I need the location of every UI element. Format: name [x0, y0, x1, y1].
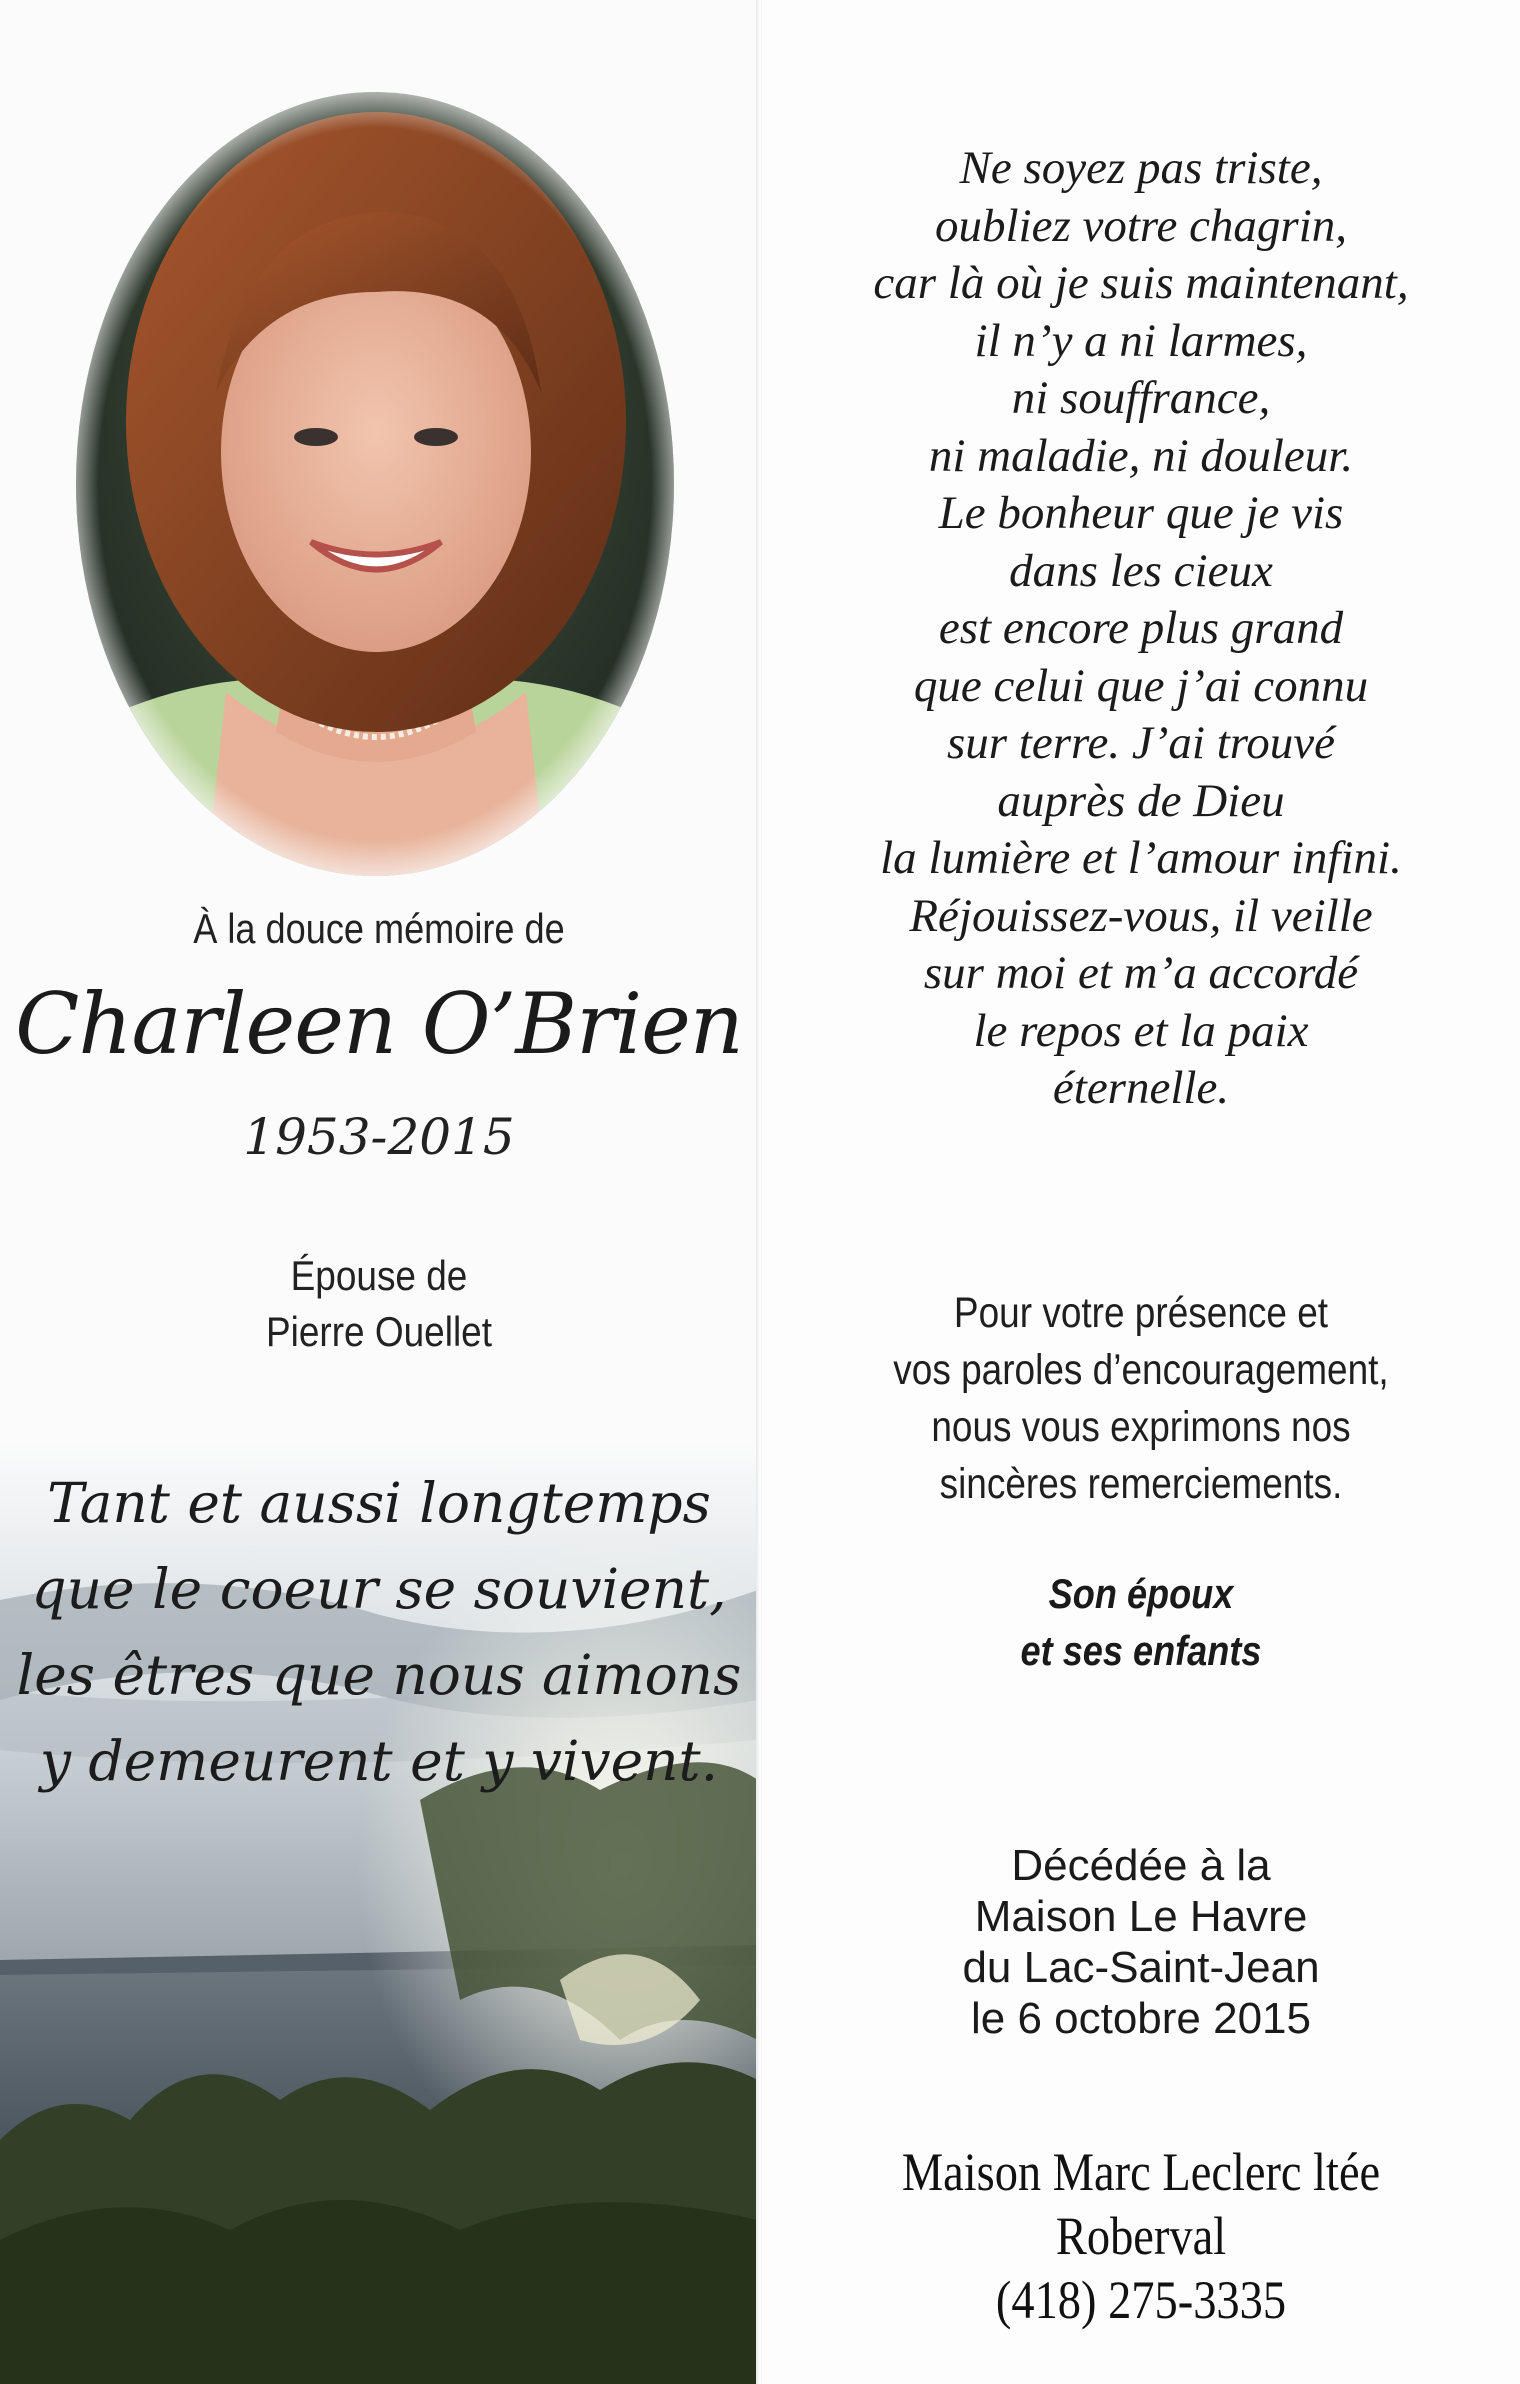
- spouse-info: [45, 1248, 712, 1360]
- poem-line: Ne soyez pas triste,: [959, 142, 1323, 194]
- thanks-message: [815, 1285, 1467, 1513]
- portrait-photo: [76, 92, 674, 876]
- thanks-line: vos paroles d’encouragement,: [893, 1346, 1389, 1394]
- memorial-quote: [0, 1460, 758, 1804]
- death-detail-line: Maison Le Havre: [974, 1892, 1308, 1941]
- family-signature: [815, 1565, 1467, 1679]
- quote-line: les êtres que nous aimons: [16, 1643, 742, 1707]
- signature-line: Son époux: [1048, 1570, 1234, 1617]
- funeral-home-name: Maison Marc Leclerc ltée: [901, 2142, 1381, 2202]
- poem-line: dans les cieux: [1009, 544, 1273, 597]
- funeral-home-phone: (418) 275-3335: [995, 2270, 1287, 2330]
- poem-line: Le bonheur que je vis: [938, 487, 1344, 539]
- death-detail-line: Décédée à la: [1011, 1841, 1271, 1890]
- deceased-name: Charleen O’Brien: [15, 975, 743, 1073]
- quote-line: que le coeur se souvient,: [31, 1557, 727, 1621]
- poem-line: Réjouissez-vous, il veille: [909, 889, 1373, 942]
- poem-line: car là où je suis maintenant,: [873, 257, 1409, 309]
- poem-line: sur moi et m’a accordé: [923, 947, 1359, 999]
- poem-line: éternelle.: [1052, 1062, 1230, 1114]
- thanks-line: nous vous exprimons nos: [931, 1403, 1351, 1451]
- poem-line: ni souffrance,: [1011, 372, 1271, 424]
- poem-line: ni maladie, ni douleur.: [928, 429, 1354, 482]
- memorial-card-front: [0, 0, 758, 2384]
- quote-line: y demeurent et y vivent.: [39, 1729, 719, 1793]
- poem-line: sur terre. J’ai trouvé: [946, 717, 1336, 769]
- memorial-poem: [762, 140, 1520, 1118]
- poem-line: la lumière et l’amour infini.: [880, 832, 1402, 884]
- quote-line: Tant et aussi longtemps: [47, 1471, 711, 1535]
- thanks-line: Pour votre présence et: [953, 1289, 1329, 1337]
- memory-intro: À la douce mémoire de: [193, 905, 565, 952]
- poem-line: auprès de Dieu: [997, 774, 1285, 827]
- signature-line: et ses enfants: [1020, 1627, 1262, 1674]
- poem-line: que celui que j’ai connu: [913, 659, 1369, 712]
- spouse-label: Épouse de: [290, 1252, 468, 1299]
- thanks-line: sincères remerciements.: [939, 1460, 1343, 1508]
- spouse-name: Pierre Ouellet: [266, 1308, 492, 1355]
- death-details: [762, 1840, 1520, 2044]
- poem-line: est encore plus grand: [938, 602, 1344, 654]
- death-detail-line: le 6 octobre 2015: [970, 1994, 1312, 2043]
- poem-line: oubliez votre chagrin,: [934, 199, 1348, 252]
- death-detail-line: du Lac-Saint-Jean: [962, 1943, 1320, 1992]
- portrait-illustration: [76, 92, 674, 876]
- poem-line: il n’y a ni larmes,: [974, 314, 1308, 367]
- poem-line: le repos et la paix: [973, 1004, 1309, 1057]
- funeral-home: [815, 2140, 1467, 2332]
- life-years: 1953-2015: [243, 1108, 515, 1166]
- funeral-home-city: Roberval: [1055, 2206, 1227, 2266]
